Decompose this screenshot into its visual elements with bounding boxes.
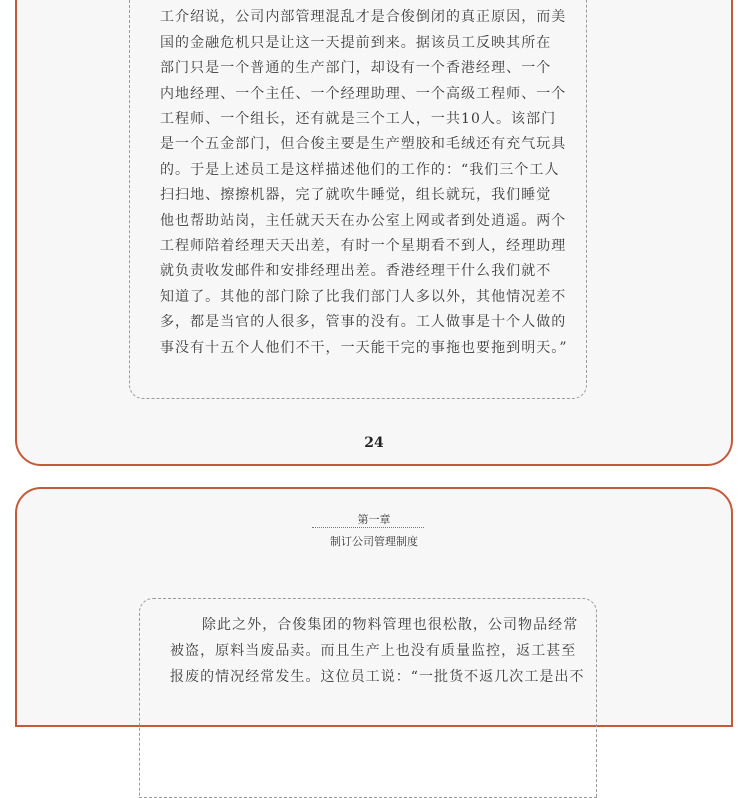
chapter-title: 制订公司管理制度 (330, 535, 418, 548)
text-line: 的。于是上述员工是这样描述他们的工作的：“我们三个工人 (160, 162, 560, 178)
text-line: 多，都是当官的人很多，管事的没有。工人做事是十个人做的 (160, 314, 567, 330)
text-box (129, 0, 587, 399)
text-line: 工程师陪着经理天天出差，有时一个星期看不到人，经理助理 (160, 238, 567, 254)
text-box (139, 598, 597, 798)
top-page (15, 0, 733, 466)
text-line: 除此之外，合俊集团的物料管理也很松散，公司物品经常 (202, 617, 579, 633)
text-line: 国的金融危机只是让这一天提前到来。据该员工反映其所在 (160, 35, 552, 51)
chapter-label: 第一章 (357, 513, 391, 526)
text-line: 报废的情况经常发生。这位员工说：“一批货不返几次工是出不 (170, 669, 585, 685)
text-line: 就负责收发邮件和安排经理出差。香港经理干什么我们就不 (160, 263, 552, 279)
bottom-page (15, 487, 733, 727)
text-line: 部门只是一个普通的生产部门，却设有一个香港经理、一个 (160, 60, 552, 76)
text-line: 内地经理、一个主任、一个经理助理、一个高级工程师、一个 (160, 86, 567, 102)
text-line: 知道了。其他的部门除了比我们部门人多以外，其他情况差不 (160, 289, 567, 305)
text-line: 是一个五金部门，但合俊主要是生产塑胶和毛绒还有充气玩具 (160, 136, 567, 152)
text-line: 被盗，原料当废品卖。而且生产上也没有质量监控，返工甚至 (170, 643, 577, 659)
chapter-divider (312, 527, 424, 528)
page-number: 24 (364, 435, 384, 451)
text-line (192, 0, 553, 1)
text-line: 工介绍说，公司内部管理混乱才是合俊倒闭的真正原因，而美 (160, 9, 567, 25)
text-line: 事没有十五个人他们不干，一天能干完的事拖也要拖到明天。” (160, 340, 568, 356)
text-line: 他也帮助站岗，主任就天天在办公室上网或者到处逍遥。两个 (160, 213, 567, 229)
text-line: 工程师、一个组长，还有就是三个工人，一共10人。该部门 (160, 111, 557, 127)
text-line: 扫扫地、擦擦机器，完了就吹牛睡觉，组长就玩，我们睡觉 (160, 187, 552, 203)
